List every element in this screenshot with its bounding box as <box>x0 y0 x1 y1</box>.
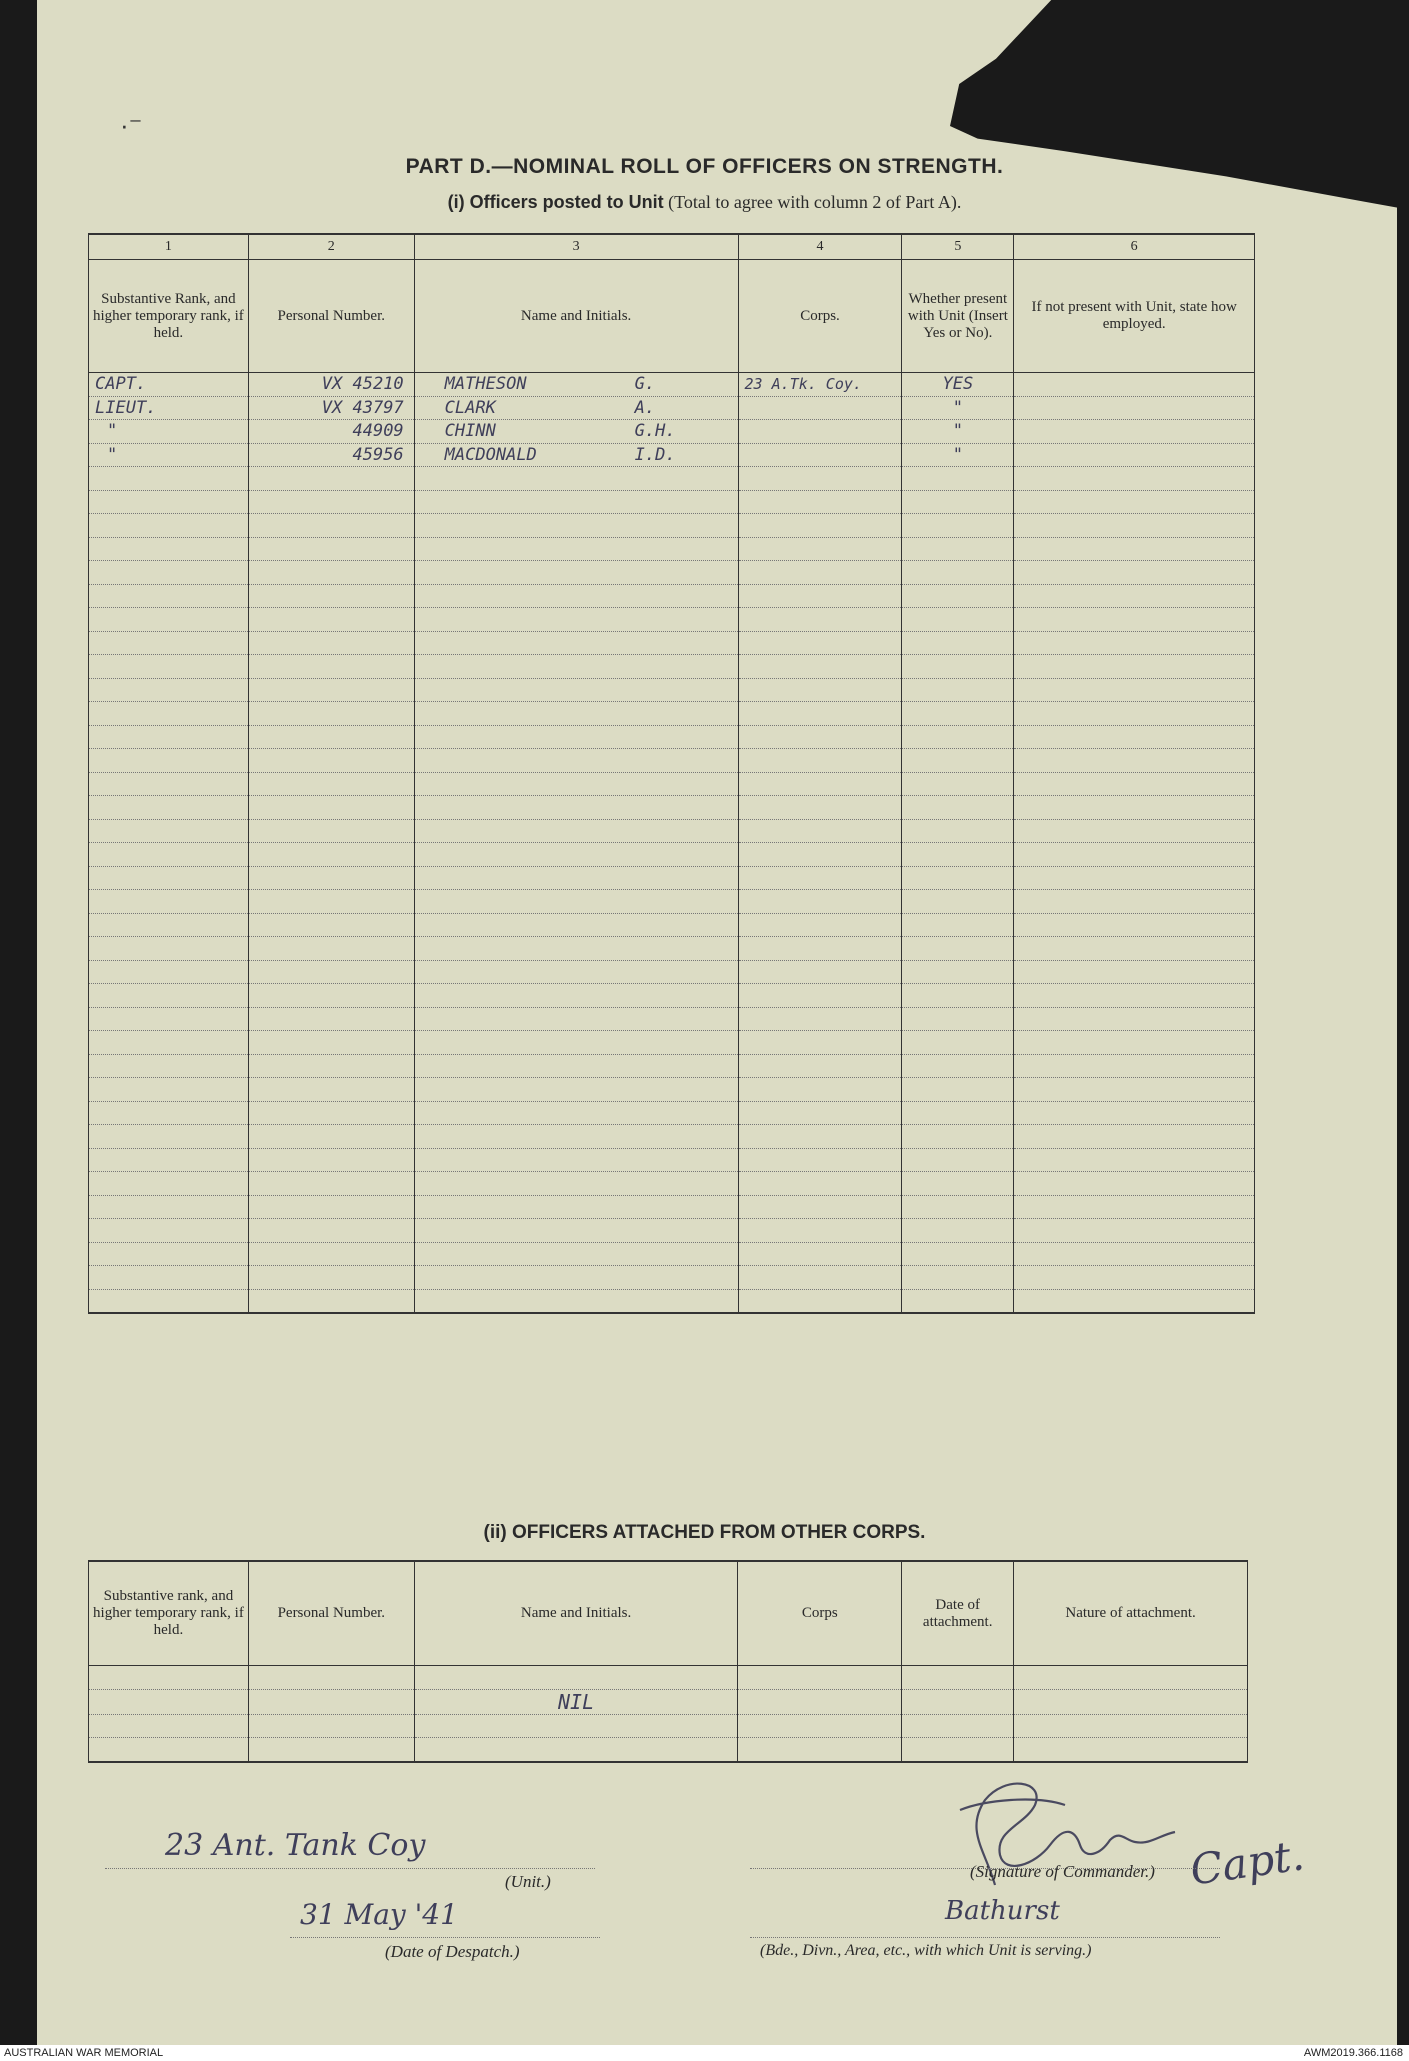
section-1-subtitle: (i) Officers posted to Unit (Total to agree with column 2 of Part A). <box>447 192 962 212</box>
corps-cell: 23 A.Tk. Coy. <box>738 373 902 397</box>
blank-row <box>89 608 1255 632</box>
table-row <box>89 1666 1248 1690</box>
blank-row <box>89 1031 1255 1055</box>
blank-row <box>89 1148 1255 1172</box>
pencil-mark: ·⁻ <box>120 110 143 140</box>
archive-footer <box>0 2045 1409 2061</box>
table-row <box>89 443 1255 467</box>
column-number: 5 <box>902 234 1014 260</box>
blank-row <box>89 937 1255 961</box>
column-number: 2 <box>248 234 414 260</box>
number-cell: 45956 <box>248 443 414 467</box>
name-cell: CLARK A. <box>414 396 738 420</box>
blank-row <box>89 702 1255 726</box>
present-cell: " <box>902 443 1014 467</box>
name-cell: MATHESON G. <box>414 373 738 397</box>
blank-row <box>89 913 1255 937</box>
location-value: Bathurst <box>945 1896 1060 1926</box>
blank-row <box>89 960 1255 984</box>
blank-row <box>89 584 1255 608</box>
location-caption: (Bde., Divn., Area, etc., with which Unit is serving.) <box>760 1942 1092 1959</box>
column-number: 3 <box>414 234 738 260</box>
column-number-row <box>89 234 1255 260</box>
blank-row <box>89 1078 1255 1102</box>
present-cell: " <box>902 420 1014 444</box>
blank-row <box>89 467 1255 491</box>
blank-row <box>89 1101 1255 1125</box>
header-rank: Substantive rank, and higher temporary rank, if held. <box>89 1561 249 1666</box>
header-employment: If not present with Unit, state how employed. <box>1014 260 1255 373</box>
archive-name: AUSTRALIAN WAR MEMORIAL <box>4 2047 164 2059</box>
employment-cell <box>1014 443 1255 467</box>
number-cell: VX 45210 <box>248 373 414 397</box>
header-name: Name and Initials. <box>414 1561 738 1666</box>
blank-row <box>89 1266 1255 1290</box>
blank-row <box>89 678 1255 702</box>
blank-row <box>89 561 1255 585</box>
officers-attached-table <box>88 1560 1248 1763</box>
unit-line <box>105 1868 595 1869</box>
table-row <box>89 1738 1248 1762</box>
blank-row <box>89 1054 1255 1078</box>
rank-cell: " <box>89 420 249 444</box>
table-row <box>89 1689 1248 1714</box>
blank-row <box>89 725 1255 749</box>
page-title: PART D.—NOMINAL ROLL OF OFFICERS ON STRENGTH. <box>405 155 1004 178</box>
header-corps: Corps. <box>738 260 902 373</box>
header-personal-number: Personal Number. <box>248 260 414 373</box>
blank-row <box>89 866 1255 890</box>
blank-row <box>89 796 1255 820</box>
column-number: 4 <box>738 234 902 260</box>
rank-cell: " <box>89 443 249 467</box>
blank-row <box>89 1125 1255 1149</box>
blank-row <box>89 1289 1255 1313</box>
unit-value: 23 Ant. Tank Coy <box>165 1828 426 1863</box>
number-cell: VX 43797 <box>248 396 414 420</box>
table-row <box>89 373 1255 397</box>
blank-row <box>89 1195 1255 1219</box>
header-rank: Substantive Rank, and higher temporary rank, if held. <box>89 260 249 373</box>
blank-row <box>89 1242 1255 1266</box>
unit-caption: (Unit.) <box>505 1872 551 1891</box>
blank-row <box>89 843 1255 867</box>
number-cell: 44909 <box>248 420 414 444</box>
date-caption: (Date of Despatch.) <box>385 1942 520 1961</box>
blank-row <box>89 655 1255 679</box>
table-row <box>89 396 1255 420</box>
name-cell: MACDONALD I.D. <box>414 443 738 467</box>
rank-cell: LIEUT. <box>89 396 249 420</box>
header-date-of-attachment: Date of attachment. <box>902 1561 1014 1666</box>
location-line <box>750 1937 1220 1938</box>
header-personal-number: Personal Number. <box>248 1561 414 1666</box>
present-cell: " <box>902 396 1014 420</box>
blank-row <box>89 1172 1255 1196</box>
blank-row <box>89 514 1255 538</box>
blank-row <box>89 1007 1255 1031</box>
blank-row <box>89 984 1255 1008</box>
corps-cell <box>738 420 902 444</box>
corps-cell <box>738 396 902 420</box>
blank-row <box>89 819 1255 843</box>
table-row <box>89 1714 1248 1738</box>
corps-cell <box>738 443 902 467</box>
signature-rank: Capt. <box>1187 1830 1308 1895</box>
employment-cell <box>1014 373 1255 397</box>
blank-row <box>89 1219 1255 1243</box>
blank-row <box>89 537 1255 561</box>
column-number: 6 <box>1014 234 1255 260</box>
officers-posted-table <box>88 233 1255 1314</box>
blank-row <box>89 890 1255 914</box>
nil-entry: NIL <box>414 1689 738 1714</box>
header-corps: Corps <box>738 1561 902 1666</box>
date-line <box>290 1937 600 1938</box>
despatch-date-value: 31 May '41 <box>300 1898 458 1931</box>
table-row <box>89 420 1255 444</box>
blank-row <box>89 749 1255 773</box>
header-row <box>89 260 1255 373</box>
employment-cell <box>1014 396 1255 420</box>
rank-cell: CAPT. <box>89 373 249 397</box>
name-cell: CHINN G.H. <box>414 420 738 444</box>
employment-cell <box>1014 420 1255 444</box>
section-2-title: (ii) OFFICERS ATTACHED FROM OTHER CORPS. <box>483 1522 926 1543</box>
header-nature-of-attachment: Nature of attachment. <box>1014 1561 1248 1666</box>
blank-row <box>89 490 1255 514</box>
header-present: Whether present with Unit (Insert Yes or No). <box>902 260 1014 373</box>
archive-reference: AWM2019.366.1168 <box>1303 2047 1403 2059</box>
header-row <box>89 1561 1248 1666</box>
header-name: Name and Initials. <box>414 260 738 373</box>
present-cell: YES <box>902 373 1014 397</box>
blank-row <box>89 772 1255 796</box>
column-number: 1 <box>89 234 249 260</box>
signature-caption: (Signature of Commander.) <box>970 1862 1155 1881</box>
blank-row <box>89 631 1255 655</box>
